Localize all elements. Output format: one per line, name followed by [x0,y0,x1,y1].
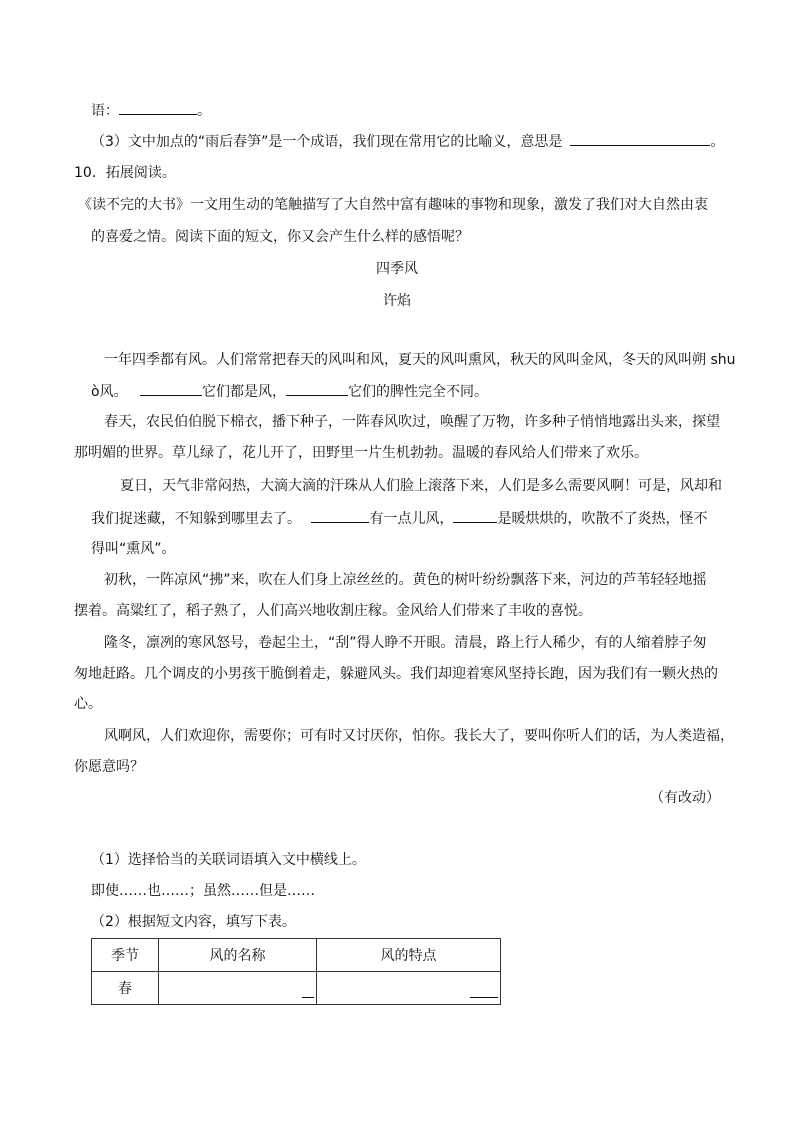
para-2-line-2: 那明媚的世界。草儿绿了，花儿开了，田野里一片生机勃勃。温暖的春风给人们带来了欢乐。 [74,445,648,461]
intro-line-2: 的喜爱之情。阅读下面的短文，你又会产生什么样的感悟呢？ [91,229,469,245]
connective-blank-2[interactable] [286,381,348,396]
para-5-line-1: 隆冬，凛冽的寒风怒号，卷起尘土，“刮”得人睁不开眼。清晨，路上行人稀少，有的人缩着脖子匆 [104,635,707,651]
answer-blank[interactable] [119,100,197,115]
article-author: 许焰 [383,293,411,309]
para-6-line-1: 风啊风，人们欢迎你，需要你；可有时又讨厌你，怕你。我长大了，要叫你听人们的话，为人类造福， [104,728,734,744]
wind-table [91,938,501,1005]
question-1-options: 即使……也……；虽然……但是…… [91,883,315,899]
connective-blank-1[interactable] [140,381,202,396]
question-3-blank[interactable] [570,131,710,146]
wind-feature-blank [470,996,498,998]
para-6-line-2: 你愿意吗？ [74,759,144,775]
article-title: 四季风 [376,261,418,277]
table-cell-wind-name[interactable] [159,972,317,1005]
para-3-text-b: 有一点儿风， [369,511,454,527]
answer-line-1 [91,100,211,121]
para-5-line-3: 心。 [74,696,102,712]
para-3-line-3: 得叫“熏风”。 [91,541,176,557]
para-1-text-a: ò风。 [91,384,128,400]
question-3-end: 。 [710,134,725,150]
question-3-text: （3）文中加点的“雨后春笋”是一个成语，我们现在常用它的比喻义，意思是 [91,134,563,150]
source-note: （有改动） [650,790,720,806]
question-1: （1）选择恰当的关联词语填入文中横线上。 [91,852,366,868]
table-cell-season: 春 [92,972,159,1005]
question-2: （2）根据短文内容，填写下表。 [91,914,296,930]
question-3 [91,131,724,152]
para-3-line-1: 夏日，天气非常闷热，大滴大滴的汗珠从人们脸上滚落下来，人们是多么需要风啊！可是，风却和 [120,478,722,494]
answer-suffix: 。 [197,103,211,119]
table-header-wind-name: 风的名称 [159,939,317,972]
connective-blank-3[interactable] [311,508,369,523]
para-1-line-2 [91,381,488,402]
table-cell-wind-feature[interactable] [317,972,501,1005]
para-3-line-2 [91,508,707,529]
question-10-heading: 10．拓展阅读。 [74,165,176,181]
answer-prefix: 语： [91,103,119,119]
para-3-text-a: 我们捉迷藏，不知躲到哪里去了。 [91,511,301,527]
para-4-line-1: 初秋，一阵凉风“拂”来，吹在人们身上凉丝丝的。黄色的树叶纷纷飘落下来，河边的芦苇轻轻地摇 [104,572,707,588]
para-5-line-2: 匆地赶路。几个调皮的小男孩干脆倒着走，躲避风头。我们却迎着寒风坚持长跑，因为我们有一颗火热的 [74,666,718,682]
table-header-season: 季节 [92,939,159,972]
intro-line-1: 《读不完的大书》一文用生动的笔触描写了大自然中富有趣味的事物和现象，激发了我们对大自然由衷 [78,197,708,213]
para-2-line-1: 春天，农民伯伯脱下棉衣，播下种子，一阵春风吹过，唤醒了万物，许多种子悄悄地露出头来，探望 [104,414,720,430]
table-header-wind-feature: 风的特点 [317,939,501,972]
para-1-text-c: 它们的脾性完全不同。 [348,384,489,400]
para-3-text-c: 是暖烘烘的，吹散不了炎热，怪不 [497,511,708,527]
table-row [92,972,501,1005]
para-1-text-b: 它们都是风， [202,384,287,400]
wind-name-blank [302,996,314,998]
connective-blank-4[interactable] [453,508,497,523]
table-header-row [92,939,501,972]
para-1-line-1: 一年四季都有风。人们常常把春天的风叫和风，夏天的风叫熏风，秋天的风叫金风，冬天的风叫朔 shu [104,352,736,368]
para-4-line-2: 摆着。高粱红了，稻子熟了，人们高兴地收割庄稼。金风给人们带来了丰收的喜悦。 [74,603,592,619]
